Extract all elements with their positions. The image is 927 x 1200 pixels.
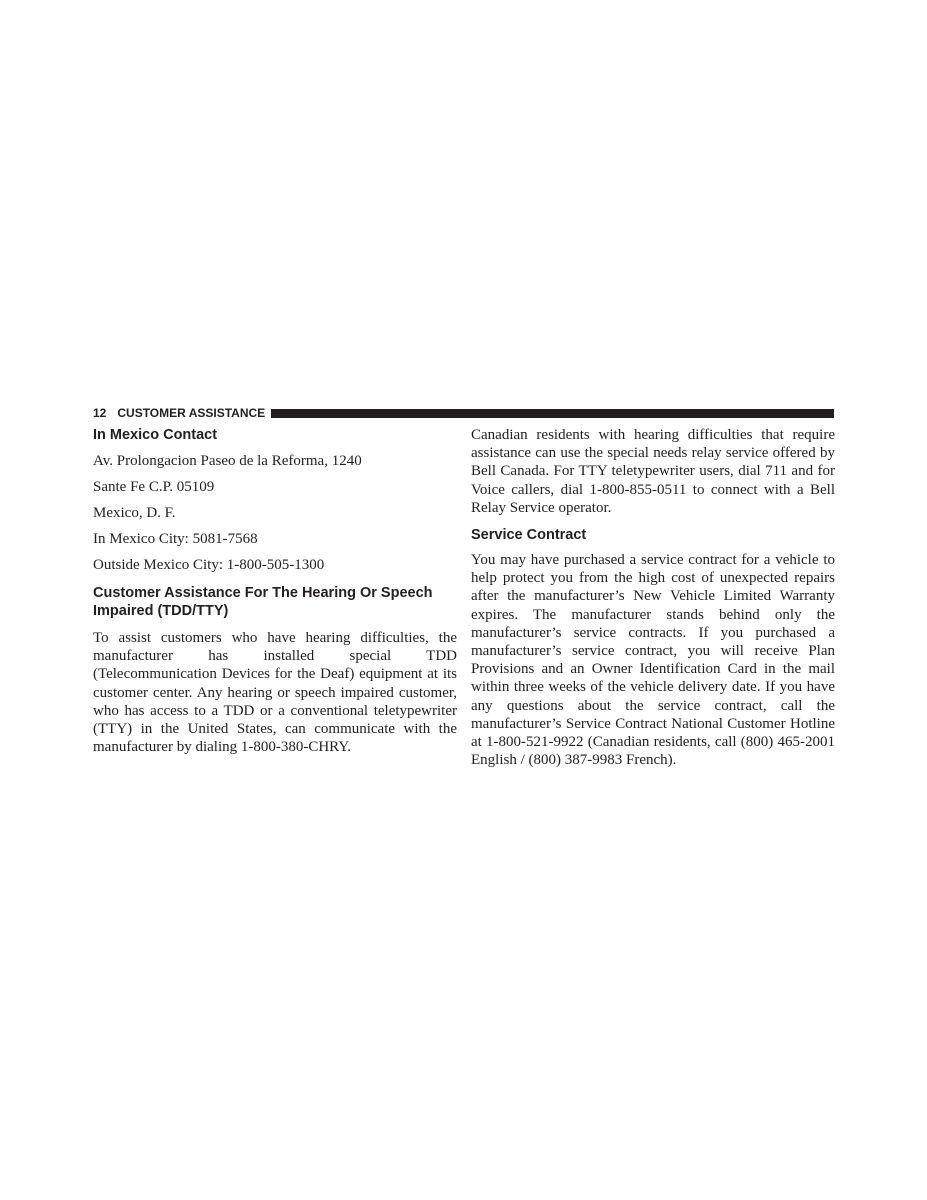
right-column	[471, 426, 835, 769]
service-contract-paragraph: You may have purchased a service contract for a vehicle to help protect you from the high cost of unexpected repairs after the manufacturer’s New Vehicle Limited Warranty expires. The manufacturer stands behind only the manufacturer’s service contracts. If you purchased a manufacturer’s service contract, you will receive Plan Provisions and an Owner Identification Card in the mail within three weeks of the vehicle delivery date. If you have any questions about the service contract, call the manufacturer’s Service Contract National Customer Hotline at 1-800-521-9922 (Canadian residents, call (800) 465-2001 English / (800) 387-9983 French).	[471, 552, 835, 769]
hearing-impaired-paragraph: To assist customers who have hearing difficulties, the manufacturer has installed special TDD (Telecommunication Devices for the Deaf) equipment at its customer center. Any hearing or speech impaired customer, who has access to a TDD or a conventional teletypewriter (TTY) in the United States, can communicate with the manufacturer by dialing 1-800-380-CHRY.	[93, 630, 457, 756]
hearing-impaired-heading: Customer Assistance For The Hearing Or Speech Impaired (TDD/TTY)	[93, 585, 433, 619]
address-line: Sante Fe C.P. 05109	[93, 479, 215, 495]
mexico-contact-heading: In Mexico Contact	[93, 427, 218, 443]
service-contract-heading: Service Contract	[471, 527, 587, 544]
header-rule	[271, 409, 834, 418]
left-column	[93, 426, 457, 756]
phone-line: Outside Mexico City: 1-800-505-1300	[93, 557, 325, 573]
address-line: Mexico, D. F.	[93, 505, 176, 521]
section-title: CUSTOMER ASSISTANCE	[117, 406, 266, 420]
address-line: Av. Prolongacion Paseo de la Reforma, 1240	[93, 453, 362, 469]
page-number: 12	[93, 406, 107, 420]
page-header	[93, 406, 834, 420]
phone-line: In Mexico City: 5081-7568	[93, 531, 258, 547]
canada-relay-paragraph: Canadian residents with hearing difficulties that require assistance can use the special needs relay service offered by Bell Canada. For TTY teletypewriter users, dial 711 and for Voice callers, dial 1-800-855-0511 to connect with a Bell Relay Service operator.	[471, 427, 835, 516]
